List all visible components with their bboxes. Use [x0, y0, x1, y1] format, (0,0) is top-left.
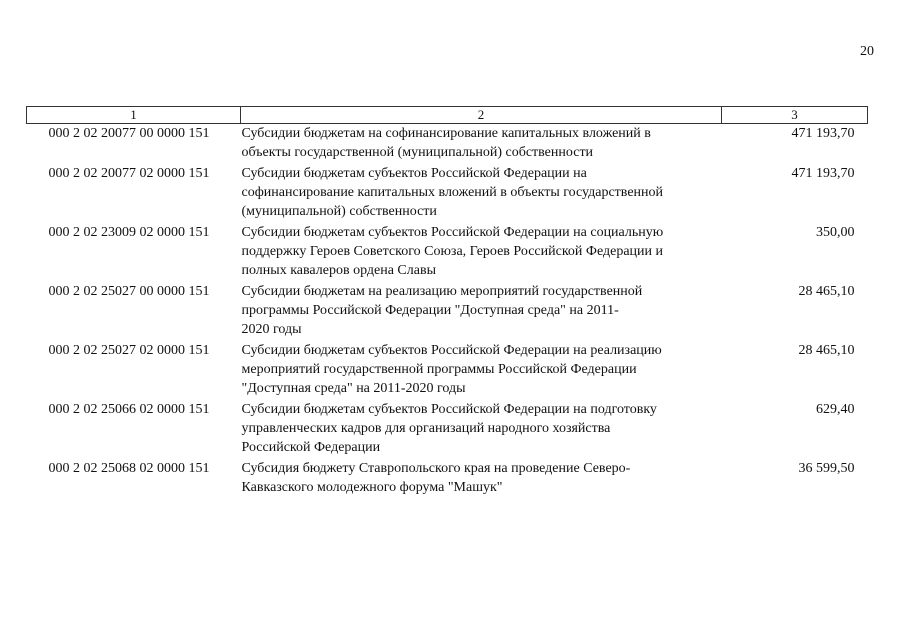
column-header-description: 2	[241, 107, 722, 124]
page-number: 20	[860, 44, 874, 59]
budget-table	[26, 106, 868, 499]
description-line: 2020 годы	[241, 322, 302, 337]
description-line: программы Российской Федерации "Доступная среда" на 2011-	[241, 303, 619, 318]
budget-code: 000 2 02 25027 00 0000 151	[48, 284, 210, 299]
description-line: поддержку Героев Советского Союза, Героев Российской Федерации и	[241, 244, 664, 259]
description	[241, 341, 722, 400]
table-row	[27, 341, 868, 400]
budget-code: 000 2 02 25027 02 0000 151	[48, 343, 210, 358]
description	[241, 459, 722, 499]
description	[241, 124, 722, 165]
description-line: Субсидии бюджетам на софинансирование капитальных вложений в	[241, 126, 651, 141]
amount: 36 599,50	[798, 461, 855, 476]
table-row	[27, 124, 868, 165]
table-row	[27, 223, 868, 282]
description-line: софинансирование капитальных вложений в объекты государственной	[241, 185, 664, 200]
table-row	[27, 282, 868, 341]
description-line: Субсидии бюджетам субъектов Российской Федерации на социальную	[241, 225, 664, 240]
description-line: полных кавалеров ордена Славы	[241, 263, 436, 278]
description-line: Кавказского молодежного форума "Машук"	[241, 480, 503, 495]
amount: 471 193,70	[791, 166, 855, 181]
description-line: Субсидии бюджетам субъектов Российской Федерации на подготовку	[241, 402, 657, 417]
table-row	[27, 459, 868, 499]
table-row	[27, 164, 868, 223]
budget-code: 000 2 02 20077 02 0000 151	[48, 166, 210, 181]
amount: 629,40	[816, 402, 855, 417]
description-line: Субсидия бюджету Ставропольского края на проведение Северо-	[241, 461, 631, 476]
description-line: Российской Федерации	[241, 440, 381, 455]
description-line: Субсидии бюджетам субъектов Российской Федерации на реализацию	[241, 343, 662, 358]
budget-code: 000 2 02 25068 02 0000 151	[48, 461, 210, 476]
description-line: (муниципальной) собственности	[241, 204, 437, 219]
budget-code: 000 2 02 20077 00 0000 151	[48, 126, 210, 141]
budget-code: 000 2 02 25066 02 0000 151	[48, 402, 210, 417]
description-line: управленческих кадров для организаций народного хозяйства	[241, 421, 611, 436]
amount: 28 465,10	[798, 284, 855, 299]
amount: 28 465,10	[798, 343, 855, 358]
description	[241, 400, 722, 459]
description-line: объекты государственной (муниципальной) собственности	[241, 145, 594, 160]
description	[241, 223, 722, 282]
description	[241, 164, 722, 223]
description	[241, 282, 722, 341]
amount: 471 193,70	[791, 126, 855, 141]
description-line: мероприятий государственной программы Российской Федерации	[241, 362, 637, 377]
description-line: Субсидии бюджетам на реализацию мероприятий государственной	[241, 284, 643, 299]
description-line: "Доступная среда" на 2011-2020 годы	[241, 381, 466, 396]
amount: 350,00	[816, 225, 855, 240]
table-row	[27, 400, 868, 459]
column-header-code: 1	[27, 107, 241, 124]
table-header-row	[27, 107, 868, 124]
description-line: Субсидии бюджетам субъектов Российской Федерации на	[241, 166, 587, 181]
budget-code: 000 2 02 23009 02 0000 151	[48, 225, 210, 240]
column-header-amount: 3	[722, 107, 868, 124]
